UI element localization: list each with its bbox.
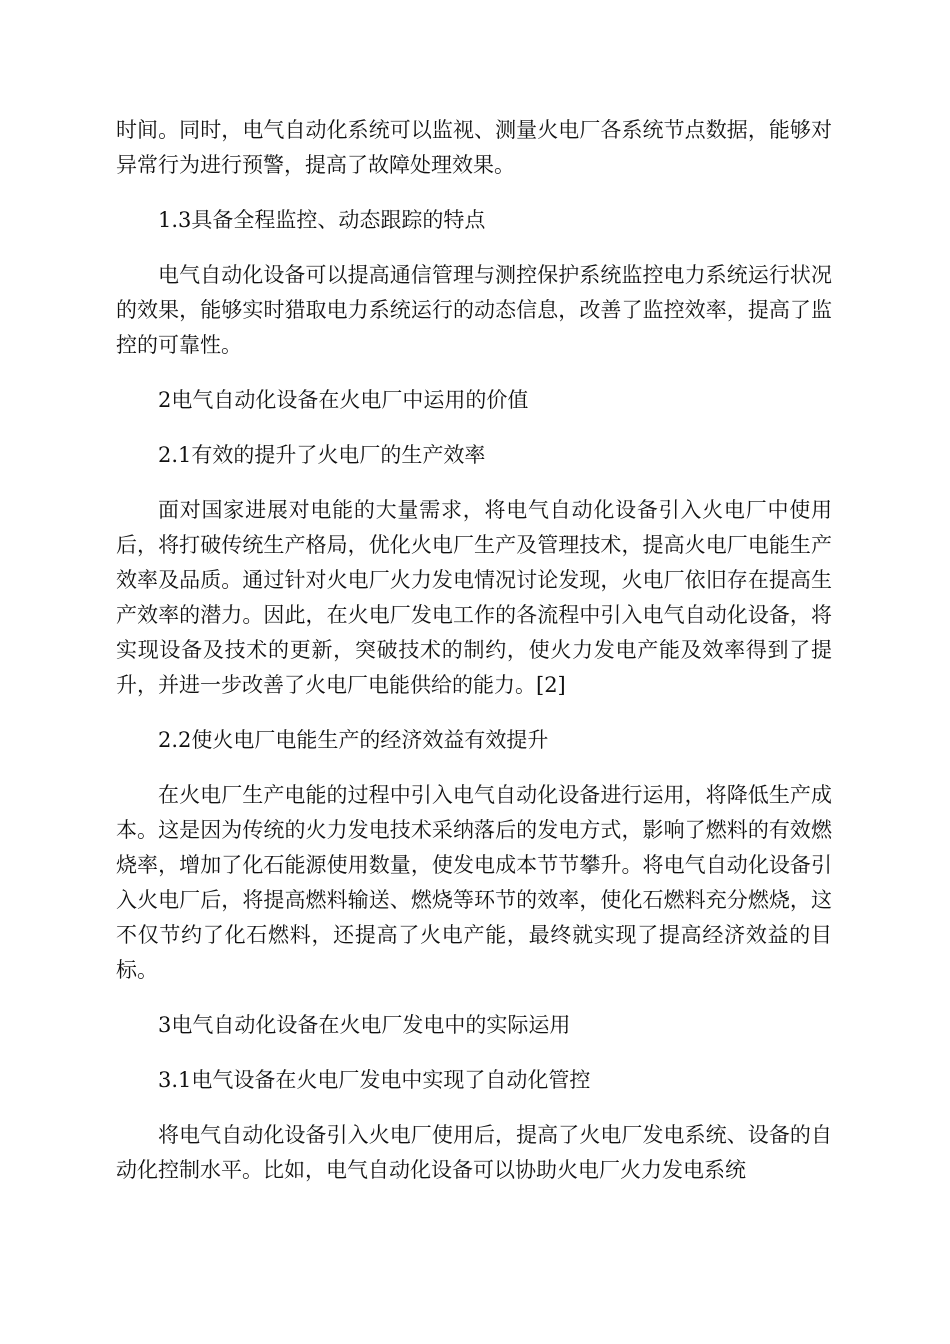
section-heading-3-1: 3.1电气设备在火电厂发电中实现了自动化管控 xyxy=(158,1068,591,1092)
section-heading-2: 2电气自动化设备在火电厂中运用的价值 xyxy=(158,388,529,412)
section-heading-2-1: 2.1有效的提升了火电厂的生产效率 xyxy=(158,443,486,467)
section-heading-3: 3电气自动化设备在火电厂发电中的实际运用 xyxy=(158,1013,571,1037)
paragraph: 面对国家进展对电能的大量需求，将电气自动化设备引入火电厂中使用后，将打破传统生产格局，优化火电厂生产及管理技术，提高火电厂电能生产效率及品质。通过针对火电厂火力发电情况讨论发现，火电厂依旧存在提高生产效率的潜力。因此，在火电厂发电工作的各流程中引入电气自动化设备，将实现设备及技术的更新，突破技术的制约，使火力发电产能及效率得到了提升，并进一步改善了火电厂电能供给的能力。[2] xyxy=(116,498,832,697)
section-heading-2-2: 2.2使火电厂电能生产的经济效益有效提升 xyxy=(158,728,549,752)
document-body xyxy=(116,113,832,1208)
section-heading-1-3: 1.3具备全程监控、动态跟踪的特点 xyxy=(158,208,486,232)
paragraph-continuation: 时间。同时，电气自动化系统可以监视、测量火电厂各系统节点数据，能够对异常行为进行预警，提高了故障处理效果。 xyxy=(116,118,832,177)
paragraph: 电气自动化设备可以提高通信管理与测控保护系统监控电力系统运行状况的效果，能够实时猎取电力系统运行的动态信息，改善了监控效率，提高了监控的可靠性。 xyxy=(116,263,832,357)
paragraph: 在火电厂生产电能的过程中引入电气自动化设备进行运用，将降低生产成本。这是因为传统的火力发电技术采纳落后的发电方式，影响了燃料的有效燃烧率，增加了化石能源使用数量，使发电成本节节攀升。将电气自动化设备引入火电厂后，将提高燃料输送、燃烧等环节的效率，使化石燃料充分燃烧，这不仅节约了化石燃料，还提高了火电产能，最终就实现了提高经济效益的目标。 xyxy=(116,783,832,982)
paragraph: 将电气自动化设备引入火电厂使用后，提高了火电厂发电系统、设备的自动化控制水平。比如，电气自动化设备可以协助火电厂火力发电系统 xyxy=(116,1123,832,1182)
